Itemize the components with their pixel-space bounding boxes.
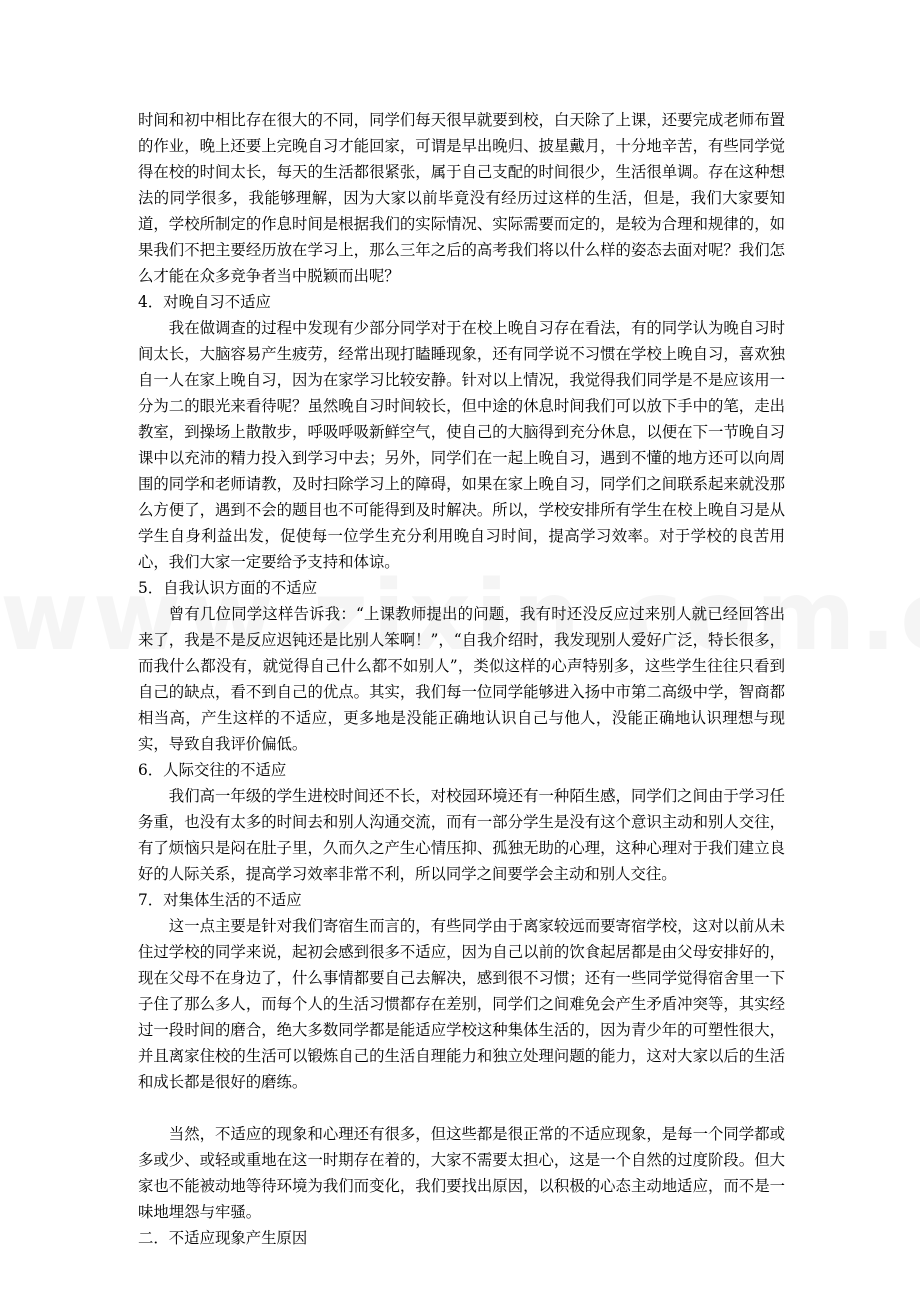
document-page [138, 107, 785, 1251]
section-heading-7: 7．对集体生活的不适应 [138, 891, 302, 909]
paragraph-self-awareness: 曾有几位同学这样告诉我：“上课教师提出的问题，我有时还没反应过来别人就已经回答出来了，我是不是反应迟钝还是比别人笨啊！”，“自我介绍时，我发现别人爱好广泛，特长很多，而我什么都没有，就觉得自己什么都不如别人”，类似这样的心声特别多，这些学生往往只看到自己的缺点，看不到自己的优点。其实，我们每一位同学能够进入扬中市第二高级中学，智商都相当高，产生这样的不适应，更多地是没能正确地认识自己与他人，没能正确地认识理想与现实，导致自我评价偏低。 [138, 605, 785, 753]
blank-line [138, 1095, 785, 1121]
paragraph-evening-study: 我在做调查的过程中发现有少部分同学对于在校上晚自习存在看法，有的同学认为晚自习时间太长，大脑容易产生疲劳，经常出现打瞌睡现象，还有同学说不习惯在学校上晚自习，喜欢独自一人在家上晚自习，因为在家学习比较安静。针对以上情况，我觉得我们同学是不是应该用一分为二的眼光来看待呢？虽然晚自习时间较长，但中途的休息时间我们可以放下手中的笔，走出教室，到操场上散散步，呼吸呼吸新鲜空气，使自己的大脑得到充分休息，以便在下一节晚自习课中以充沛的精力投入到学习中去；另外，同学们在一起上晚自习，遇到不懂的地方还可以向周围的同学和老师请教，及时扫除学习上的障碍，如果在家上晚自习，同学们之间联系起来就没那么方便了，遇到不会的题目也不可能得到及时解决。所以，学校安排所有学生在校上晚自习是从学生自身利益出发，促使每一位学生充分利用晚自习时间，提高学习效率。对于学校的良苦用心，我们大家一定要给予支持和体谅。 [138, 319, 785, 571]
section-heading-5: 5．自我认识方面的不适应 [138, 579, 318, 597]
section-heading-causes: 二．不适应现象产生原因 [138, 1229, 308, 1247]
paragraph-interpersonal: 我们高一年级的学生进校时间还不长，对校园环境还有一种陌生感，同学们之间由于学习任务重，也没有太多的时间去和别人沟通交流，而有一部分学生是没有这个意识主动和别人交往，有了烦恼只是闷在肚子里，久而久之产生心情压抑、孤独无助的心理，这种心理对于我们建立良好的人际关系，提高学习效率非常不利，所以同学之间要学会主动和别人交往。 [138, 787, 785, 883]
section-heading-4: 4．对晚自习不适应 [138, 293, 271, 311]
paragraph-collective-life: 这一点主要是针对我们寄宿生而言的，有些同学由于离家较远而要寄宿学校，这对以前从未住过学校的同学来说，起初会感到很多不适应，因为自己以前的饮食起居都是由父母安排好的，现在父母不在身边了，什么事情都要自己去解决，感到很不习惯；还有一些同学觉得宿舍里一下子住了那么多人，而每个人的生活习惯都存在差别，同学们之间难免会产生矛盾冲突等，其实经过一段时间的磨合，绝大多数同学都是能适应学校这种集体生活的，因为青少年的可塑性很大，并且离家住校的生活可以锻炼自己的生活自理能力和独立处理问题的能力，这对大家以后的生活和成长都是很好的磨练。 [138, 917, 785, 1091]
paragraph-intro-continuation: 时间和初中相比存在很大的不同，同学们每天很早就要到校，白天除了上课，还要完成老师布置的作业，晚上还要上完晚自习才能回家，可谓是早出晚归、披星戴月，十分地辛苦，有些同学觉得在校的时间太长，每天的生活都很紧张，属于自己支配的时间很少，生活很单调。存在这种想法的同学很多，我能够理解，因为大家以前毕竟没有经历过这样的生活，但是，我们大家要知道，学校所制定的作息时间是根据我们的实际情况、实际需要而定的，是较为合理和规律的，如果我们不把主要经历放在学习上，那么三年之后的高考我们将以什么样的姿态去面对呢？我们怎么才能在众多竞争者当中脱颖而出呢？ [138, 111, 785, 285]
section-heading-6: 6．人际交往的不适应 [138, 761, 287, 779]
paragraph-summary: 当然，不适应的现象和心理还有很多，但这些都是很正常的不适应现象，是每一个同学都或多或少、或轻或重地在这一时期存在着的，大家不需要太担心，这是一个自然的过度阶段。但大家也不能被动地等待环境为我们而变化，我们要找出原因，以积极的心态主动地适应，而不是一味地埋怨与牢骚。 [138, 1125, 785, 1221]
